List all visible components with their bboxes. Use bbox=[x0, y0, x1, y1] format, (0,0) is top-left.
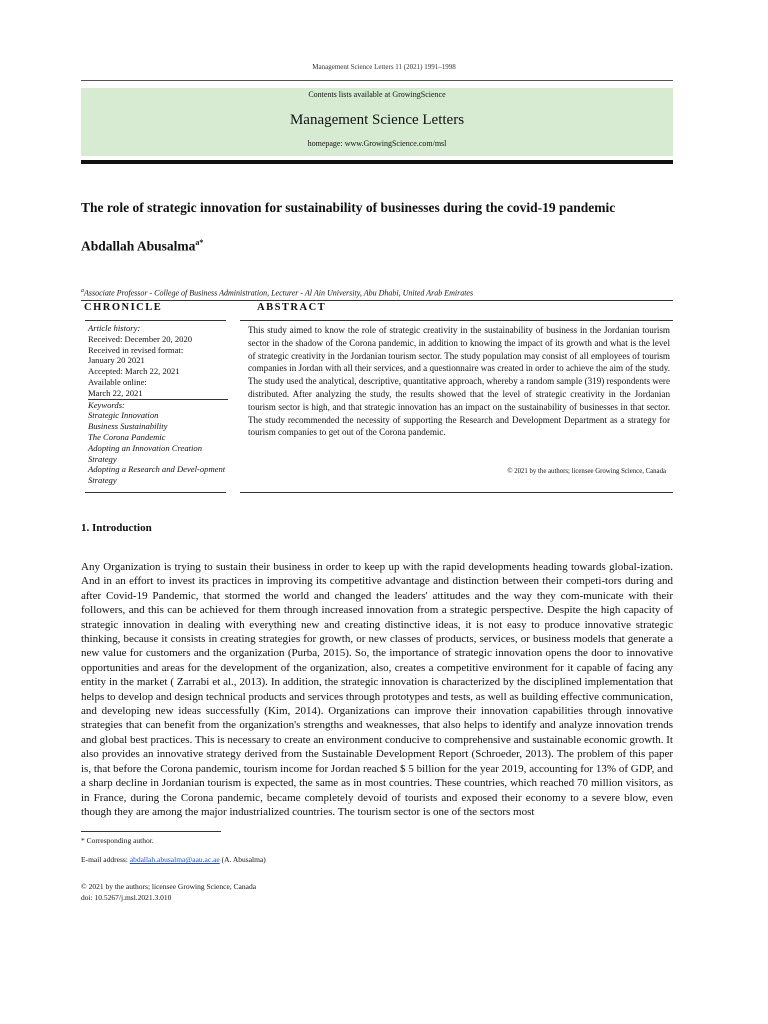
keyword-item: Adopting a Research and Devel-opment Strategy bbox=[88, 464, 226, 486]
introduction-heading: 1. Introduction bbox=[81, 522, 152, 534]
chronicle-heading: CHRONICLE bbox=[84, 302, 163, 313]
email-link[interactable]: abdallah.abusalma@aau.ac.ae bbox=[129, 855, 220, 864]
article-title: The role of strategic innovation for sustainability of businesses during the covid-19 pandemic bbox=[81, 200, 616, 215]
footnote-rule bbox=[81, 831, 221, 832]
revised-date: January 20 2021 bbox=[88, 355, 145, 366]
corresponding-author-note: * Corresponding author. bbox=[81, 836, 154, 845]
chronicle-panel bbox=[88, 323, 228, 486]
abstract-bottom-rule bbox=[240, 492, 673, 493]
received-date: Received: December 20, 2020 bbox=[88, 333, 193, 344]
online-label: Available online: bbox=[88, 376, 147, 387]
chronicle-bottom-rule bbox=[85, 492, 226, 493]
accepted-date: Accepted: March 22, 2021 bbox=[88, 366, 180, 377]
keywords-label: Keywords: bbox=[88, 399, 125, 410]
keyword-item: Business Sustainability bbox=[88, 421, 168, 432]
revised-label: Received in revised format: bbox=[88, 344, 184, 355]
email-line bbox=[81, 855, 266, 864]
banner-thick-rule bbox=[81, 160, 673, 164]
author-superscript: a* bbox=[195, 238, 204, 247]
footer-copyright: © 2021 by the authors; licensee Growing Science, Canada bbox=[81, 882, 257, 891]
affiliation-rule bbox=[81, 300, 673, 301]
chronicle-top-rule bbox=[85, 320, 226, 321]
journal-citation: Management Science Letters 11 (2021) 1991–1998 bbox=[312, 63, 456, 71]
journal-name: Management Science Letters bbox=[289, 112, 465, 128]
abstract-top-rule bbox=[240, 320, 673, 321]
doi[interactable]: doi: 10.5267/j.msl.2021.3.010 bbox=[81, 893, 172, 902]
author-line bbox=[81, 238, 203, 255]
keyword-item: Adopting an Innovation Creation Strategy bbox=[88, 442, 203, 464]
email-label: E-mail address: bbox=[81, 855, 130, 864]
abstract-text: This study aimed to know the role of strategic creativity in the sustainability of business in the Jordanian tourism sector in the shadow of the Corona pandemic, in addition to knowing the impact of its growth and what is the level of strategic creativity in the Jordanian tourism sector. The study population may consist of all employees of tourism companies in Jordan with all their services, and a questionnaire was created in order to achieve the aim of the study. The study used the analytical, descriptive, quantitative approach, whereby a random sample (319) respondents were distributed. After analyzing the study, the results showed that the level of strategic creativity in the Jordanian tourism sector is high, and that strategic innovation has an impact on the sustainability of businesses in that sector. The study recommended the necessity of supporting the Research and Development Department as a strategy for tourism companies to get out of the Corona pandemic. bbox=[248, 325, 670, 438]
affiliation bbox=[81, 288, 681, 298]
online-date: March 22, 2021 bbox=[88, 387, 143, 398]
abstract-heading: ABSTRACT bbox=[257, 302, 327, 313]
journal-banner bbox=[81, 88, 673, 156]
introduction-text: Any Organization is trying to sustain their business in order to keep up with the rapid developments heading towards global-ization. And in an effort to invest its practices in improving its competitive advantage and distinction between their competi-tors during and after Covid-19 Pandemic, that stormed the world and changed the leaders' attitudes and the way they com-municate with their followers, and this can be achieved for them through increased innovation from a strategic perspective. Despite the high capacity of strategic innovation in dealing with everything new and creating distinctive ideas, it is not easy to produce innovative strategic thinking, because it consists in creating strategies for growth, or new classes of products, services, or business models that generate a new value for customers and the organization (Purba, 2015). So, the importance of strategic innovation opens the door to innovative opportunities and areas for the development of the organization, also, creates a competitive environment for it capable of facing any entity in the market ( Zarrabi et al., 2013). In addition, the strategic innovation is characterized by the disciplined implementation that helps to develop and design technical products and services through prototypes and tests, as well as building effective communication, and developing new ideas successfully (Kim, 2014). Organizations can improve their innovation capabilities through innovative strategies that can benefit from the organization's strengths and weaknesses, that also helps to identify and analyze innovation trends and global best practices. This is necessary to create an environment conducive to comprehensive and sustainable economic growth. It also provides an innovative strategy derived from the Sustainable Development Report (Schroeder, 2013). The problem of this paper is, that before the Corona pandemic, tourism income for Jordan reached $ 5 billion for the year 2019, accounting for 13% of GDP, and a sharp decline in Jordanian tourism is expected, the same as in most countries. These countries, which reached 70 million visitors, as in France, during the Corona pandemic, became completely devoid of tourists and exposed their economy to a severe blow, even though they are among the major industrialized countries. The tourism sector is one of the sectors most bbox=[81, 561, 673, 818]
affiliation-text: Associate Professor - College of Business Administration, Lecturer - Al Ain University, Abu Dhabi, United Arab Emirates bbox=[84, 288, 474, 298]
journal-homepage[interactable]: homepage: www.GrowingScience.com/msl bbox=[307, 139, 447, 148]
affiliation-superscript: a bbox=[81, 288, 84, 294]
keyword-item: The Corona Pandemic bbox=[88, 431, 166, 442]
keyword-item: Strategic Innovation bbox=[88, 410, 159, 421]
author-name: Abdallah Abusalma bbox=[81, 238, 196, 254]
header-rule bbox=[81, 80, 673, 81]
contents-notice: Contents lists available at GrowingScience bbox=[308, 90, 446, 99]
article-history-label: Article history: bbox=[88, 323, 141, 333]
email-suffix: (A. Abusalma) bbox=[219, 855, 266, 864]
abstract-copyright: © 2021 by the authors; licensee Growing Science, Canada bbox=[507, 468, 666, 475]
